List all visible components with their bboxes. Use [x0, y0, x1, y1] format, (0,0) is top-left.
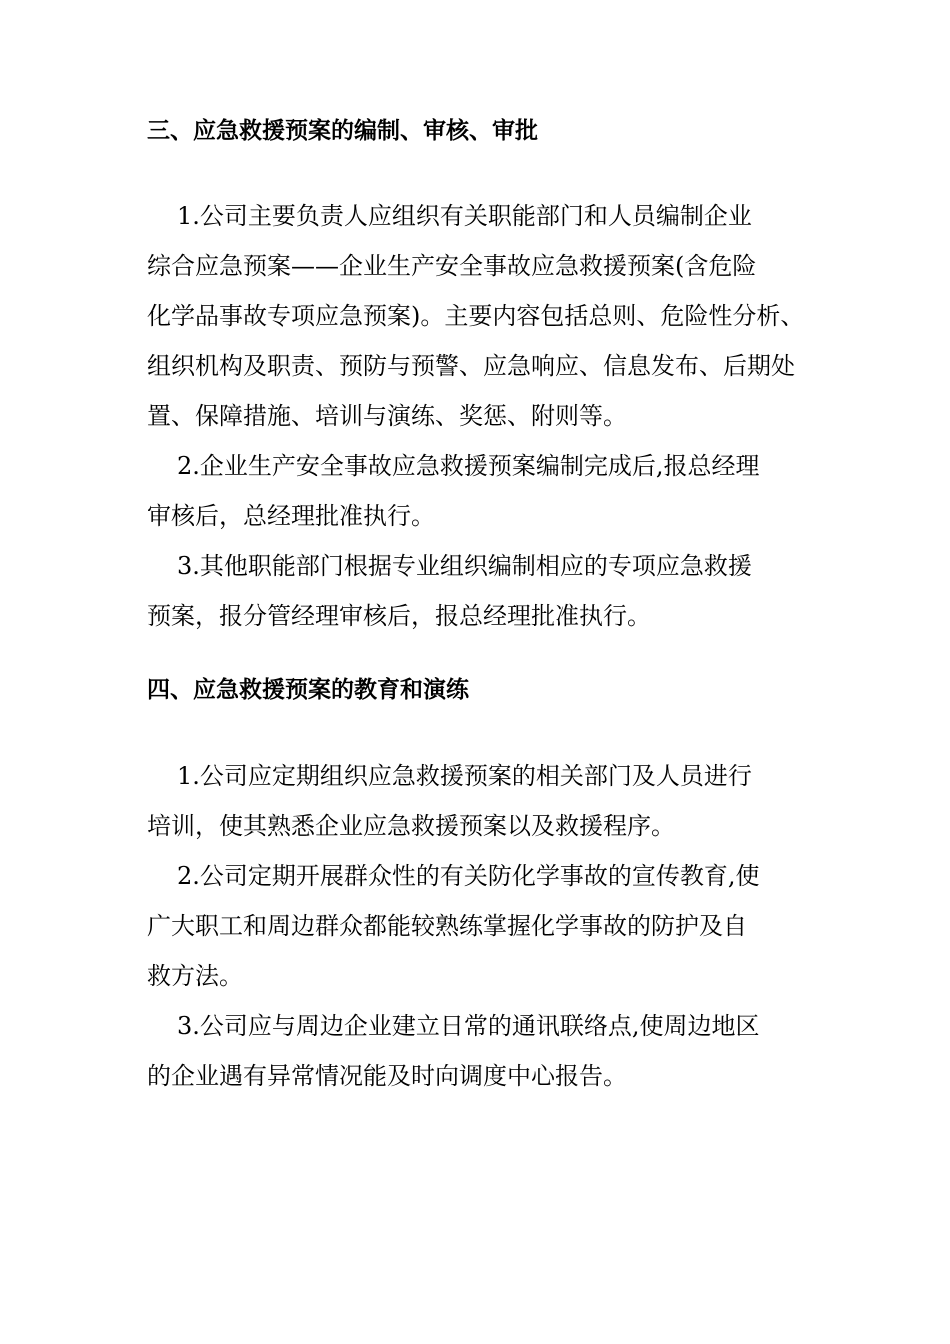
paragraph-line: 2.企业生产安全事故应急救援预案编制完成后,报总经理: [177, 452, 760, 480]
paragraph-line: 1.公司主要负责人应组织有关职能部门和人员编制企业: [177, 202, 752, 230]
paragraph-line: 培训，使其熟悉企业应急救援预案以及救援程序。: [147, 812, 675, 840]
paragraph-line: 化学品事故专项应急预案)。主要内容包括总则、危险性分析、: [147, 302, 805, 330]
section-4-paragraph-2: [147, 851, 827, 1001]
paragraph-line: 1.公司应定期组织应急救援预案的相关部门及人员进行: [177, 762, 752, 790]
paragraph-line: 广大职工和周边群众都能较熟练掌握化学事故的防护及自: [147, 912, 747, 940]
section-4-paragraph-3: [147, 1001, 827, 1101]
section-3-paragraph-3: [147, 541, 827, 641]
paragraph-line: 救方法。: [147, 962, 243, 990]
section-4-paragraph-1: [147, 751, 827, 851]
section-heading-3: 三、应急救援预案的编制、审核、审批: [147, 118, 538, 144]
paragraph-line: 的企业遇有异常情况能及时向调度中心报告。: [147, 1062, 627, 1090]
paragraph-line: 预案，报分管经理审核后，报总经理批准执行。: [147, 602, 651, 630]
section-3-paragraph-1: [147, 191, 827, 441]
paragraph-line: 置、保障措施、培训与演练、奖惩、附则等。: [147, 402, 627, 430]
paragraph-line: 2.公司定期开展群众性的有关防化学事故的宣传教育,使: [177, 862, 760, 890]
section-3-paragraph-2: [147, 441, 827, 541]
paragraph-line: 3.其他职能部门根据专业组织编制相应的专项应急救援: [177, 552, 752, 580]
paragraph-line: 综合应急预案——企业生产安全事故应急救援预案(含危险: [147, 252, 757, 280]
paragraph-line: 3.公司应与周边企业建立日常的通讯联络点,使周边地区: [177, 1012, 760, 1040]
paragraph-line: 组织机构及职责、预防与预警、应急响应、信息发布、后期处: [147, 352, 795, 380]
paragraph-line: 审核后，总经理批准执行。: [147, 502, 435, 530]
section-heading-4: 四、应急救援预案的教育和演练: [147, 677, 469, 703]
